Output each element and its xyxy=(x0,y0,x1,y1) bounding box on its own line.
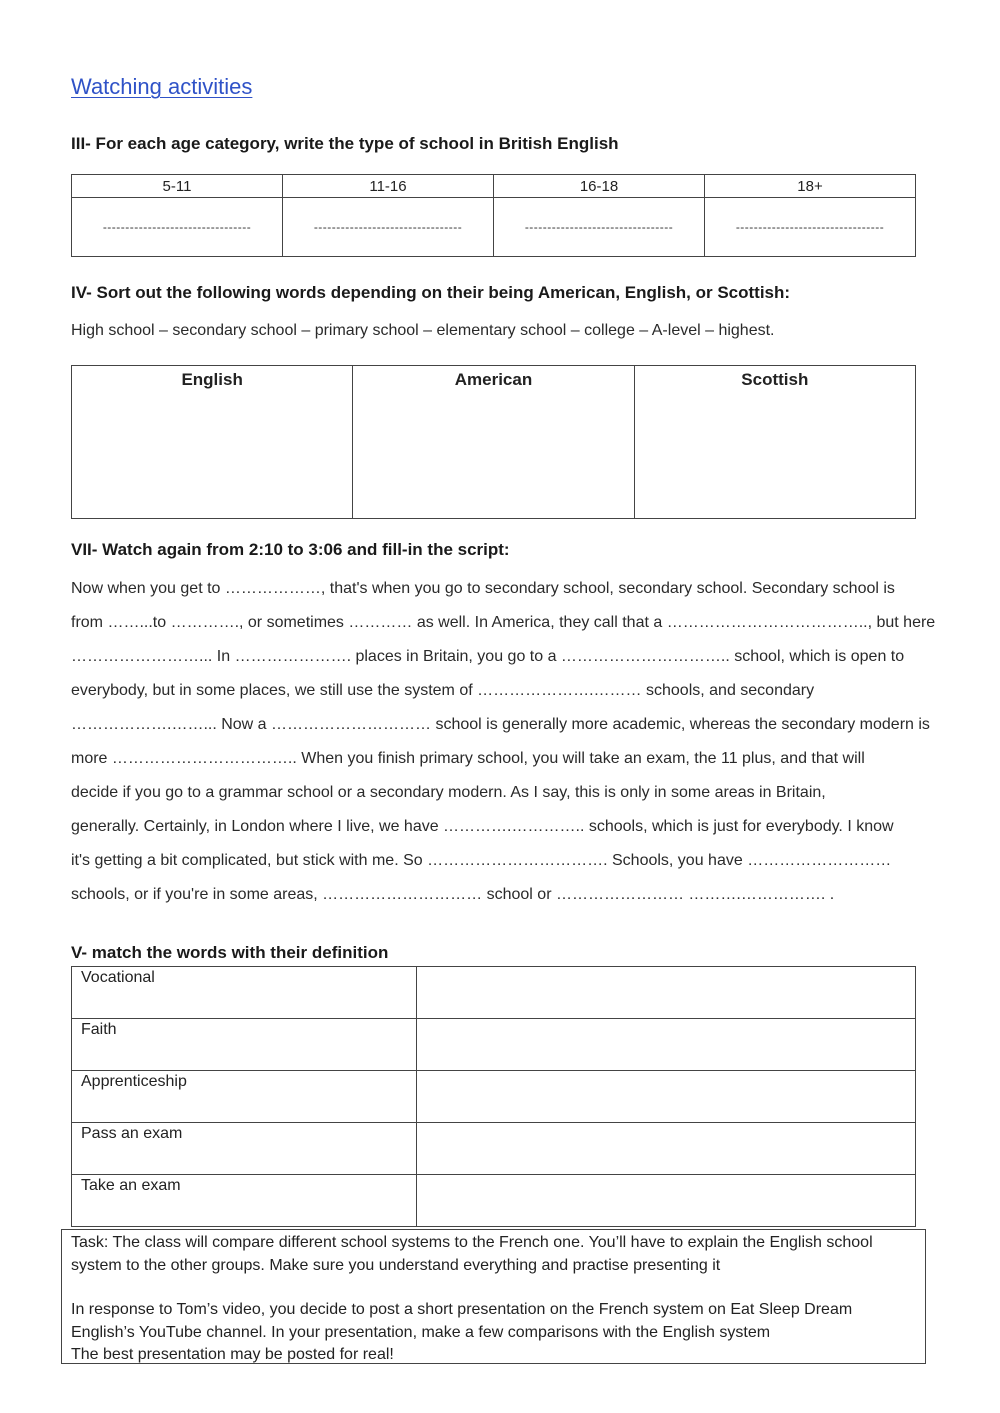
script-line: Now when you get to ………………, that's when you go to secondary school, secondary school. Secondary school is xyxy=(71,580,895,597)
sort-column-english[interactable]: English xyxy=(72,366,353,519)
task-paragraph: The best presentation may be posted for real! xyxy=(71,1346,394,1363)
table-row xyxy=(72,967,916,1019)
script-line: from ……...to …………., or sometimes ………… as well. In America, they call that a ……………………………….., but here xyxy=(71,614,936,631)
age-column-header: 11-16 xyxy=(283,175,494,198)
task-box xyxy=(61,1229,926,1364)
sort-column-american[interactable]: American xyxy=(353,366,634,519)
match-word: Take an exam xyxy=(72,1175,417,1227)
age-column-header: 16-18 xyxy=(494,175,705,198)
table-row xyxy=(72,1071,916,1123)
definition-answer-cell[interactable] xyxy=(417,1019,916,1071)
task-paragraph: In response to Tom’s video, you decide to post a short presentation on the French system on Eat Sleep Dream English’s YouTube channel. In your presentation, make a few comparisons with the English system xyxy=(71,1301,853,1341)
word-list: High school – secondary school – primary school – elementary school – college – A-level – highest. xyxy=(71,322,775,339)
script-line: decide if you go to a grammar school or a secondary modern. As I say, this is only in some areas in Britain, xyxy=(71,784,826,801)
page-title: Watching activities xyxy=(71,74,253,99)
match-word: Apprenticeship xyxy=(72,1071,417,1123)
match-word: Vocational xyxy=(72,967,417,1019)
table-row xyxy=(72,1019,916,1071)
school-type-answer-blank[interactable]: --------------------------------- xyxy=(494,198,705,257)
sorting-table xyxy=(71,365,916,519)
script-line: it's getting a bit complicated, but stick with me. So ……………………………. Schools, you have ……………………… xyxy=(71,852,892,869)
script-line: ……………………... In …………………. places in Britain, you go to a ………………………….. school, which is open to xyxy=(71,648,905,665)
table-row xyxy=(72,1175,916,1227)
age-column-header: 18+ xyxy=(705,175,916,198)
table-row xyxy=(72,1123,916,1175)
age-category-table xyxy=(71,174,916,257)
matching-table xyxy=(71,966,916,1227)
school-type-answer-blank[interactable]: --------------------------------- xyxy=(72,198,283,257)
script-line: generally. Certainly, in London where I live, we have ………….………….. schools, which is just for everybody. I know xyxy=(71,818,894,835)
section-7-heading: VII- Watch again from 2:10 to 3:06 and fill-in the script: xyxy=(71,540,510,559)
script-line: ……………….……... Now a ………………………… school is generally more academic, whereas the secondary modern is xyxy=(71,716,930,733)
section-5-heading: V- match the words with their definition xyxy=(71,943,389,962)
match-word: Faith xyxy=(72,1019,417,1071)
section-4-heading: IV- Sort out the following words depending on their being American, English, or Scottish: xyxy=(71,283,791,302)
fill-in-script xyxy=(71,572,936,912)
school-type-answer-blank[interactable]: --------------------------------- xyxy=(705,198,916,257)
section-3-heading: III- For each age category, write the type of school in British English xyxy=(71,134,619,153)
sort-column-scottish[interactable]: Scottish xyxy=(634,366,915,519)
age-column-header: 5-11 xyxy=(72,175,283,198)
match-word: Pass an exam xyxy=(72,1123,417,1175)
script-line: everybody, but in some places, we still use the system of ………………….……… schools, and secondary xyxy=(71,682,815,699)
script-line: schools, or if you're in some areas, ………………………… school or …………………… ……….……………. . xyxy=(71,886,835,903)
task-paragraph: Task: The class will compare different school systems to the French one. You’ll have to explain the English school system to the other groups. Make sure you understand everything and practise presenting it xyxy=(71,1234,873,1274)
school-type-answer-blank[interactable]: --------------------------------- xyxy=(283,198,494,257)
definition-answer-cell[interactable] xyxy=(417,1175,916,1227)
definition-answer-cell[interactable] xyxy=(417,1123,916,1175)
script-line: more …………………………….. When you finish primary school, you will take an exam, the 11 plus, and that will xyxy=(71,750,865,767)
definition-answer-cell[interactable] xyxy=(417,967,916,1019)
definition-answer-cell[interactable] xyxy=(417,1071,916,1123)
